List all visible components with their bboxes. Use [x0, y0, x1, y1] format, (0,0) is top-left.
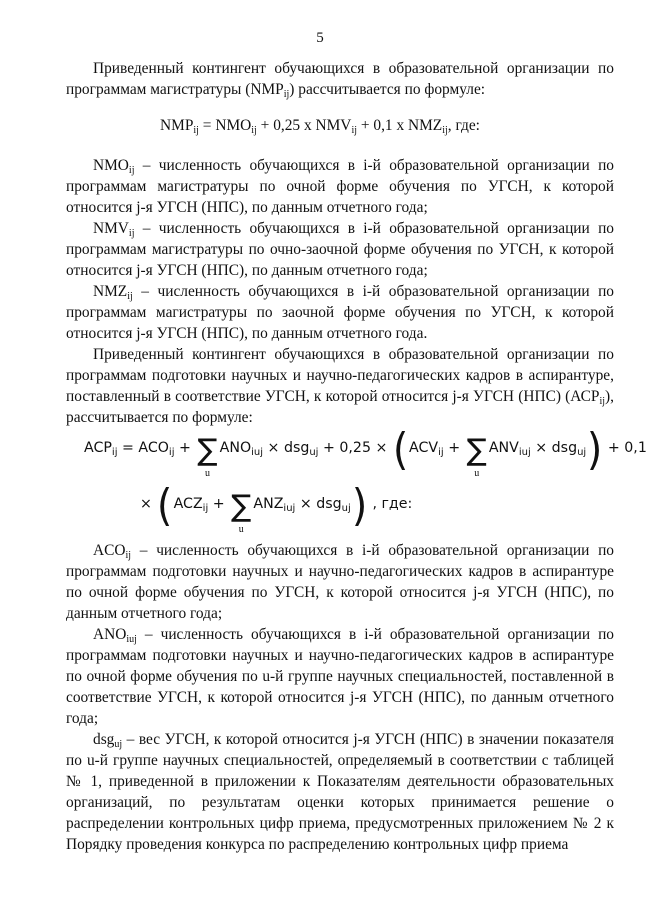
- left-paren: (: [157, 480, 173, 531]
- definition-ano: [66, 624, 614, 729]
- subscript: ij: [599, 396, 606, 407]
- formula-term: , где:: [447, 117, 480, 134]
- definition-term: NMZ: [93, 283, 128, 300]
- right-paren: ): [587, 424, 603, 475]
- formula-acp-line2: [140, 480, 413, 535]
- subscript: uj: [309, 447, 319, 458]
- formula-term: × dsg: [530, 440, 578, 456]
- formula-term: ANZ: [253, 496, 284, 512]
- subscript: uj: [577, 447, 587, 458]
- formula-operator: ×: [140, 496, 157, 512]
- subscript: ij: [283, 89, 290, 100]
- definitions-nmp: [66, 155, 614, 428]
- sum-symbol: [231, 489, 252, 535]
- sum-index: u: [205, 468, 211, 479]
- right-paren: ): [351, 480, 368, 531]
- definition-nmv: [66, 218, 614, 281]
- page-number: 5: [316, 30, 324, 46]
- sum-glyph: ∑: [466, 433, 487, 468]
- definition-aco: [66, 540, 614, 624]
- formula-acp-line1: [84, 424, 647, 479]
- intro-end: ), рассчитывается по формуле:: [66, 388, 614, 426]
- sum-symbol: [197, 433, 218, 479]
- formula-operator: +: [443, 440, 465, 456]
- formula-term: ANO: [219, 440, 252, 456]
- formula-operator: +: [208, 496, 230, 512]
- definition-text: – численность обучающихся в i-й образовательной организации по программам магистратуры по очно-заочной форме обучения по УГСН, к которой относится j-я УГСН (НПС), по данным отчетного года;: [66, 220, 614, 279]
- definition-term: ACO: [93, 542, 126, 559]
- subscript: iuj: [126, 634, 137, 645]
- subscript: iuj: [283, 503, 296, 514]
- subscript: ij: [193, 125, 199, 136]
- sum-glyph: ∑: [197, 433, 218, 468]
- intro-text: Приведенный контингент обучающихся в образовательной организации по программам подготовки научных и научно-педагогических кадров в аспирантуре, поставленный в соответствие УГСН, к которой относится j-я УГСН (НПС) (АСР: [66, 346, 614, 405]
- definition-term: dsg: [93, 731, 115, 748]
- definitions-acp: [66, 540, 614, 855]
- formula-term: × dsg: [295, 496, 342, 512]
- subscript: ij: [251, 125, 257, 136]
- formula-operator: +: [174, 440, 196, 456]
- subscript: iuj: [518, 447, 531, 458]
- formula-term: = NMO: [198, 117, 252, 134]
- definition-term: ANO: [93, 626, 127, 643]
- definition-term: NMV: [93, 220, 129, 237]
- paragraph-nmp-intro: [66, 58, 614, 100]
- subscript: ij: [351, 125, 357, 136]
- subscript: ij: [111, 447, 118, 458]
- sum-index: u: [238, 524, 244, 535]
- subscript: ij: [168, 447, 175, 458]
- subscript: ij: [127, 291, 133, 302]
- definition-text: – вес УГСН, к которой относится j-я УГСН (НПС) в значении показателя по u-й группе научных специальностей, определяемый в соответствии с таблицей № 1, приведенной в приложении к Показателям деятельности образовательных организаций, по результатам оценки которых принимается решение о распределении контрольных цифр приема, предусмотренных приложением № 2 к Порядку проведения конкурса по распределению контрольных цифр приема: [66, 731, 614, 853]
- subscript: iuj: [251, 447, 264, 458]
- sum-symbol: [466, 433, 487, 479]
- formula-term: , где:: [367, 496, 413, 512]
- subscript: ij: [128, 228, 135, 239]
- formula-term: + 0,25 x NMV: [256, 117, 352, 134]
- paragraph-acp-intro: [66, 344, 614, 428]
- formula-term: + 0,1 x NMZ: [357, 117, 443, 134]
- formula-term: ACP: [84, 440, 112, 456]
- formula-term: × dsg: [263, 440, 310, 456]
- definition-text: – численность обучающихся в i-й образовательной организации по программам магистратуры по заочной форме обучения по УГСН, к которой относится j-я УГСН (НПС), по данным отчетного года.: [66, 283, 614, 342]
- left-paren: (: [392, 424, 409, 475]
- formula-term: + 0,25 ×: [318, 440, 392, 456]
- sum-glyph: ∑: [231, 489, 252, 524]
- subscript: ij: [128, 165, 135, 176]
- definition-nmo: [66, 155, 614, 218]
- subscript: ij: [442, 125, 448, 136]
- formula-term: ACZ: [173, 496, 203, 512]
- subscript: ij: [125, 550, 132, 561]
- formula-nmp: [0, 117, 640, 135]
- subscript: ij: [202, 503, 209, 514]
- definition-term: NMO: [93, 157, 129, 174]
- subscript: uj: [114, 739, 123, 750]
- subscript: uj: [341, 503, 351, 514]
- definition-text: – численность обучающихся в i-й образовательной организации по программам магистратуры по очной форме обучения по УГСН, к которой относится j-я УГСН (НПС), по данным отчетного года;: [66, 157, 614, 216]
- formula-term: NMP: [160, 117, 194, 134]
- formula-term: + 0,1: [603, 440, 647, 456]
- intro-text: Приведенный контингент обучающихся в образовательной организации по программам магистратуры (NMP: [66, 60, 614, 98]
- definition-text: – численность обучающихся в i-й образовательной организации по программам подготовки научных и научно-педагогических кадров в аспирантуре по очной форме обучения по u-й группе научных специальностей, поставленной в соответствие УГСН, к которой относится j-я УГСН (НПС), по данным отчетного года;: [66, 626, 614, 727]
- sum-index: u: [474, 468, 480, 479]
- subscript: ij: [438, 447, 444, 458]
- definition-nmz: [66, 281, 614, 344]
- formula-term: = ACO: [117, 440, 169, 456]
- definition-dsg: [66, 729, 614, 855]
- definition-text: – численность обучающихся в i-й образовательной организации по программам подготовки научных и научно-педагогических кадров в аспирантуре по очной форме обучения по УГСН, к которой относится j-я УГСН (НПС), по данным отчетного года;: [66, 542, 614, 622]
- formula-term: ANV: [488, 440, 519, 456]
- formula-term: ACV: [409, 440, 439, 456]
- intro-end: ) рассчитывается по формуле:: [289, 81, 486, 98]
